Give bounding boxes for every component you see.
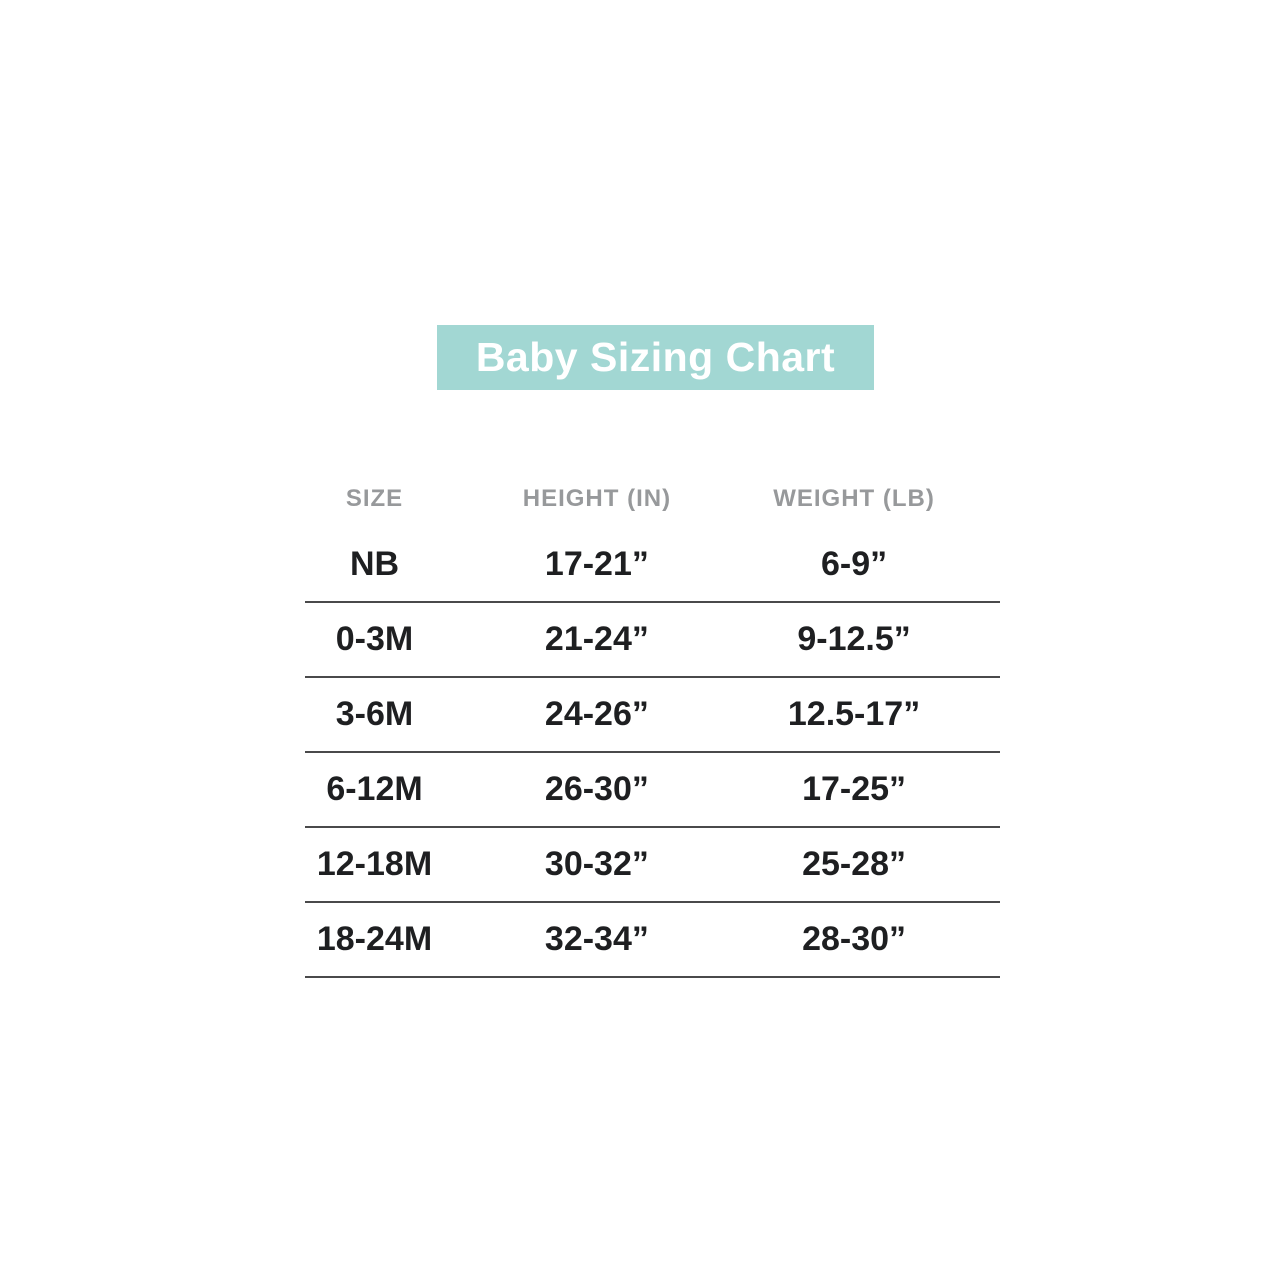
title-banner bbox=[437, 325, 874, 390]
cell-size: 3-6M bbox=[335, 695, 414, 733]
table-header-row bbox=[305, 470, 1000, 528]
table-row bbox=[305, 828, 1000, 903]
cell-weight: 9-12.5” bbox=[797, 620, 911, 658]
table-row bbox=[305, 903, 1000, 978]
cell-height: 26-30” bbox=[544, 770, 649, 808]
cell-height: 32-34” bbox=[544, 920, 649, 958]
cell-size: 0-3M bbox=[335, 620, 414, 658]
cell-height: 21-24” bbox=[544, 620, 649, 658]
table-row bbox=[305, 528, 1000, 603]
cell-height: 30-32” bbox=[544, 845, 649, 883]
cell-size: 12-18M bbox=[316, 845, 433, 883]
table-row bbox=[305, 603, 1000, 678]
cell-weight: 17-25” bbox=[802, 770, 907, 808]
cell-weight: 6-9” bbox=[820, 545, 888, 583]
cell-weight: 25-28” bbox=[802, 845, 907, 883]
cell-size: NB bbox=[349, 545, 400, 583]
cell-weight: 12.5-17” bbox=[787, 695, 921, 733]
table-row bbox=[305, 753, 1000, 828]
cell-size: 18-24M bbox=[316, 920, 433, 958]
cell-height: 17-21” bbox=[544, 545, 649, 583]
column-header-weight: WEIGHT (LB) bbox=[773, 485, 935, 512]
column-header-size: SIZE bbox=[345, 485, 404, 512]
sizing-table bbox=[305, 470, 1000, 978]
cell-size: 6-12M bbox=[326, 770, 423, 808]
table-row bbox=[305, 678, 1000, 753]
page-title: Baby Sizing Chart bbox=[475, 334, 836, 380]
cell-height: 24-26” bbox=[544, 695, 649, 733]
cell-weight: 28-30” bbox=[802, 920, 907, 958]
column-header-height: HEIGHT (IN) bbox=[522, 485, 672, 512]
